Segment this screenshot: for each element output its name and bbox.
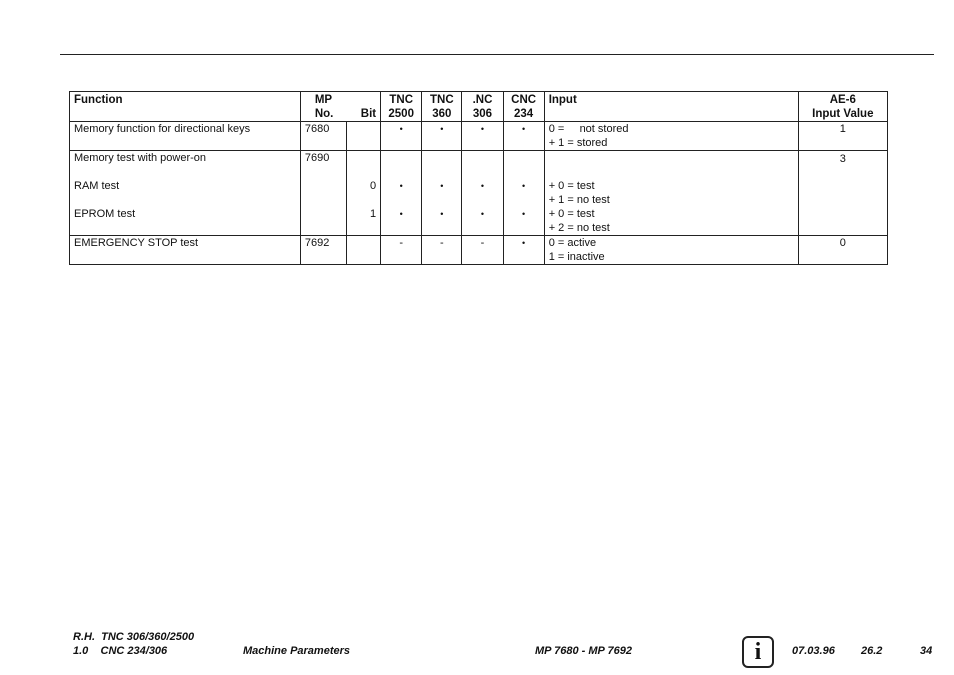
cell-function: Memory test with power-on RAM test EPROM test <box>70 151 301 236</box>
footer-date: 07.03.96 <box>792 645 835 657</box>
cell-mp-no: 7690 <box>300 151 346 236</box>
header-mp <box>300 92 380 122</box>
header-tnc2500: TNC 2500 <box>381 92 422 122</box>
cell-cnc234: • <box>503 122 544 151</box>
table-row <box>70 236 888 265</box>
cell-tnc360: - <box>422 236 462 265</box>
header-cnc234: CNC 234 <box>503 92 544 122</box>
cell-nc306: • • <box>462 151 503 236</box>
table-header-row <box>70 92 888 122</box>
cell-nc306: • <box>462 122 503 151</box>
cell-ae6: 1 <box>798 122 887 151</box>
cell-cnc234: • <box>503 236 544 265</box>
cell-bit <box>347 122 381 151</box>
header-ae6: AE-6 Input Value <box>798 92 887 122</box>
cell-tnc2500: • • <box>381 151 422 236</box>
cell-nc306: - <box>462 236 503 265</box>
cell-tnc360: • <box>422 122 462 151</box>
cell-input: 0 = active 1 = inactive <box>544 236 798 265</box>
cell-mp-no: 7692 <box>300 236 346 265</box>
sub-function-ram: RAM test <box>74 180 120 192</box>
footer-chapter: 26.2 <box>861 645 883 657</box>
cell-bit: 0 1 <box>347 151 381 236</box>
cell-function: Memory function for directional keys <box>70 122 301 151</box>
cell-ae6: 3 <box>798 151 887 236</box>
machine-parameter-table <box>69 91 888 265</box>
cell-tnc360: • • <box>422 151 462 236</box>
header-mp-bit: Bit <box>360 108 377 120</box>
cell-bit <box>347 236 381 265</box>
footer-section-title: Machine Parameters <box>243 645 350 657</box>
header-tnc360: TNC 360 <box>422 92 462 122</box>
header-function: Function <box>70 92 301 122</box>
header-input: Input <box>544 92 798 122</box>
footer-page-number: 34 <box>920 645 933 657</box>
footer-model-line1: R.H. TNC 306/360/2500 <box>73 631 195 643</box>
cell-input: 0 = not stored + 1 = stored <box>544 122 798 151</box>
table-row <box>70 151 888 236</box>
top-rule <box>60 54 934 55</box>
cell-ae6: 0 <box>798 236 887 265</box>
table-row <box>70 122 888 151</box>
header-nc306: .NC 306 <box>462 92 503 122</box>
cell-mp-no: 7680 <box>300 122 346 151</box>
info-icon: i <box>742 636 774 668</box>
sub-function-eprom: EPROM test <box>74 208 136 220</box>
cell-tnc2500: • <box>381 122 422 151</box>
footer-mp-range: MP 7680 - MP 7692 <box>535 645 633 657</box>
cell-input: + 0 = test + 1 = no test + 0 = test + 2 = no test <box>544 151 798 236</box>
header-mp-no: No. <box>314 108 334 120</box>
footer-model-line2: 1.0 CNC 234/306 <box>73 645 168 657</box>
cell-function: EMERGENCY STOP test <box>70 236 301 265</box>
header-mp-label: MP <box>314 94 333 106</box>
cell-cnc234: • • <box>503 151 544 236</box>
cell-tnc2500: - <box>381 236 422 265</box>
